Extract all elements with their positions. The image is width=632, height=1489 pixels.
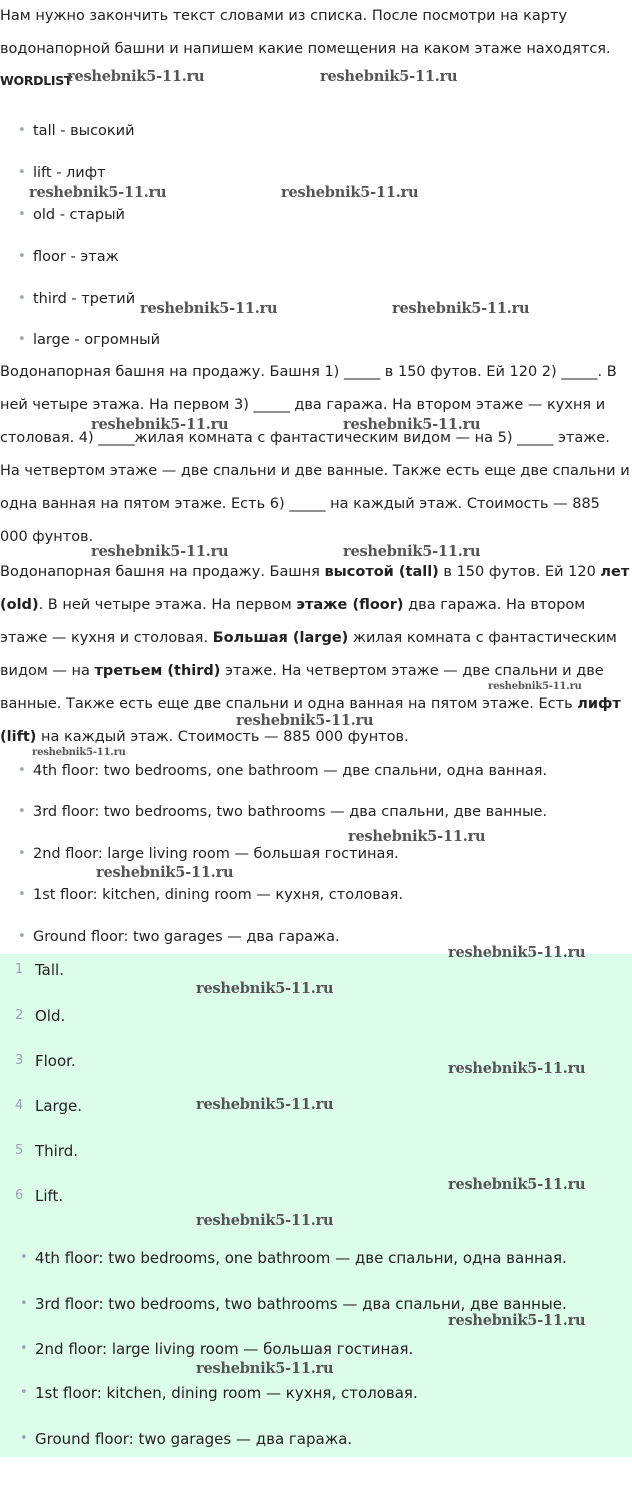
watermark: reshebnik5-11.ru: [67, 68, 205, 85]
watermark: reshebnik5-11.ru: [196, 980, 334, 997]
answer-text: Водонапорная башня на продажу. Башня высотой (tall) в 150 футов. Ей 120 лет (old). В ней четыре этажа. На первом этаже (floor) два гаража. На втором этаже — кухня и столовая. Большая (large) жилая комната с фантастическим видом — на третьем (third) этаже. На четвертом этаже — две спальни и две ванные. Также есть еще две спальни и одна ванная на пятом этаже. Есть лифт (lift) на каждый этаж. Стоимость — 885 000 фунтов.: [0, 564, 630, 745]
answers-block: 1 Tall. 2 Old. 3 Floor. 4 Large. 5 Third. 6 Lift. • 4th floor: two bedrooms, one bathroom — две спальни, одна ванная. • 3rd floor: two bedrooms, two bathrooms — два спальни, две ванные. • 2nd floor: large living room — большая гостиная. • 1st floor: kitchen, dining room — кухня, столовая. • Ground floor: two garages — два гаража.: [0, 954, 632, 1457]
bullet-icon: •: [20, 1385, 28, 1400]
watermark: reshebnik5-11.ru: [196, 1096, 334, 1113]
watermark: reshebnik5-11.ru: [448, 1176, 586, 1193]
watermark: reshebnik5-11.ru: [448, 944, 586, 961]
watermark: reshebnik5-11.ru: [448, 1060, 586, 1077]
bullet-icon: •: [18, 804, 26, 819]
watermark: reshebnik5-11.ru: [348, 828, 486, 845]
watermark: reshebnik5-11.ru: [96, 864, 234, 881]
intro-text: Нам нужно закончить текст словами из списка. После посмотри на карту водонапорной башни и напишем какие помещения на каком этаже находятся.: [0, 8, 611, 57]
watermark: reshebnik5-11.ru: [91, 543, 229, 560]
bullet-icon: •: [18, 332, 26, 347]
watermark: reshebnik5-11.ru: [448, 1312, 586, 1329]
watermark: reshebnik5-11.ru: [196, 1360, 334, 1377]
watermark: reshebnik5-11.ru: [343, 543, 481, 560]
bullet-icon: •: [18, 123, 26, 138]
bullet-icon: •: [18, 929, 26, 944]
watermark: reshebnik5-11.ru: [343, 416, 481, 433]
bullet-icon: •: [20, 1431, 28, 1446]
bullet-icon: •: [20, 1341, 28, 1356]
bullet-icon: •: [18, 887, 26, 902]
bullet-icon: •: [20, 1250, 28, 1265]
bullet-icon: •: [18, 207, 26, 222]
watermark: reshebnik5-11.ru: [32, 747, 126, 758]
task-text: Водонапорная башня на продажу. Башня 1) _____ в 150 футов. Ей 120 2) _____. В ней четыре этажа. На первом 3) _____ два гаража. На втором этаже — кухня и столовая. 4) _____жилая комната с фантастическим видом — на 5) _____ этаже. На четвертом этаже — две спальни и две ванные. Также есть еще две спальни и одна ванная на пятом этаже. Есть 6) _____ на каждый этаж. Стоимость — 885 000 фунтов.: [0, 364, 630, 545]
watermark: reshebnik5-11.ru: [196, 1212, 334, 1229]
watermark: reshebnik5-11.ru: [236, 712, 374, 729]
bullet-icon: •: [18, 846, 26, 861]
watermark: reshebnik5-11.ru: [392, 300, 530, 317]
watermark: reshebnik5-11.ru: [140, 300, 278, 317]
watermark: reshebnik5-11.ru: [91, 416, 229, 433]
bullet-icon: •: [18, 763, 26, 778]
watermark: reshebnik5-11.ru: [320, 68, 458, 85]
watermark: reshebnik5-11.ru: [281, 184, 419, 201]
bullet-icon: •: [20, 1296, 28, 1311]
watermark: reshebnik5-11.ru: [488, 681, 582, 692]
watermark: reshebnik5-11.ru: [29, 184, 167, 201]
bullet-icon: •: [18, 249, 26, 264]
wordlist-label: WORDLIST: [0, 73, 73, 88]
bullet-icon: •: [18, 291, 26, 306]
bullet-icon: •: [18, 165, 26, 180]
